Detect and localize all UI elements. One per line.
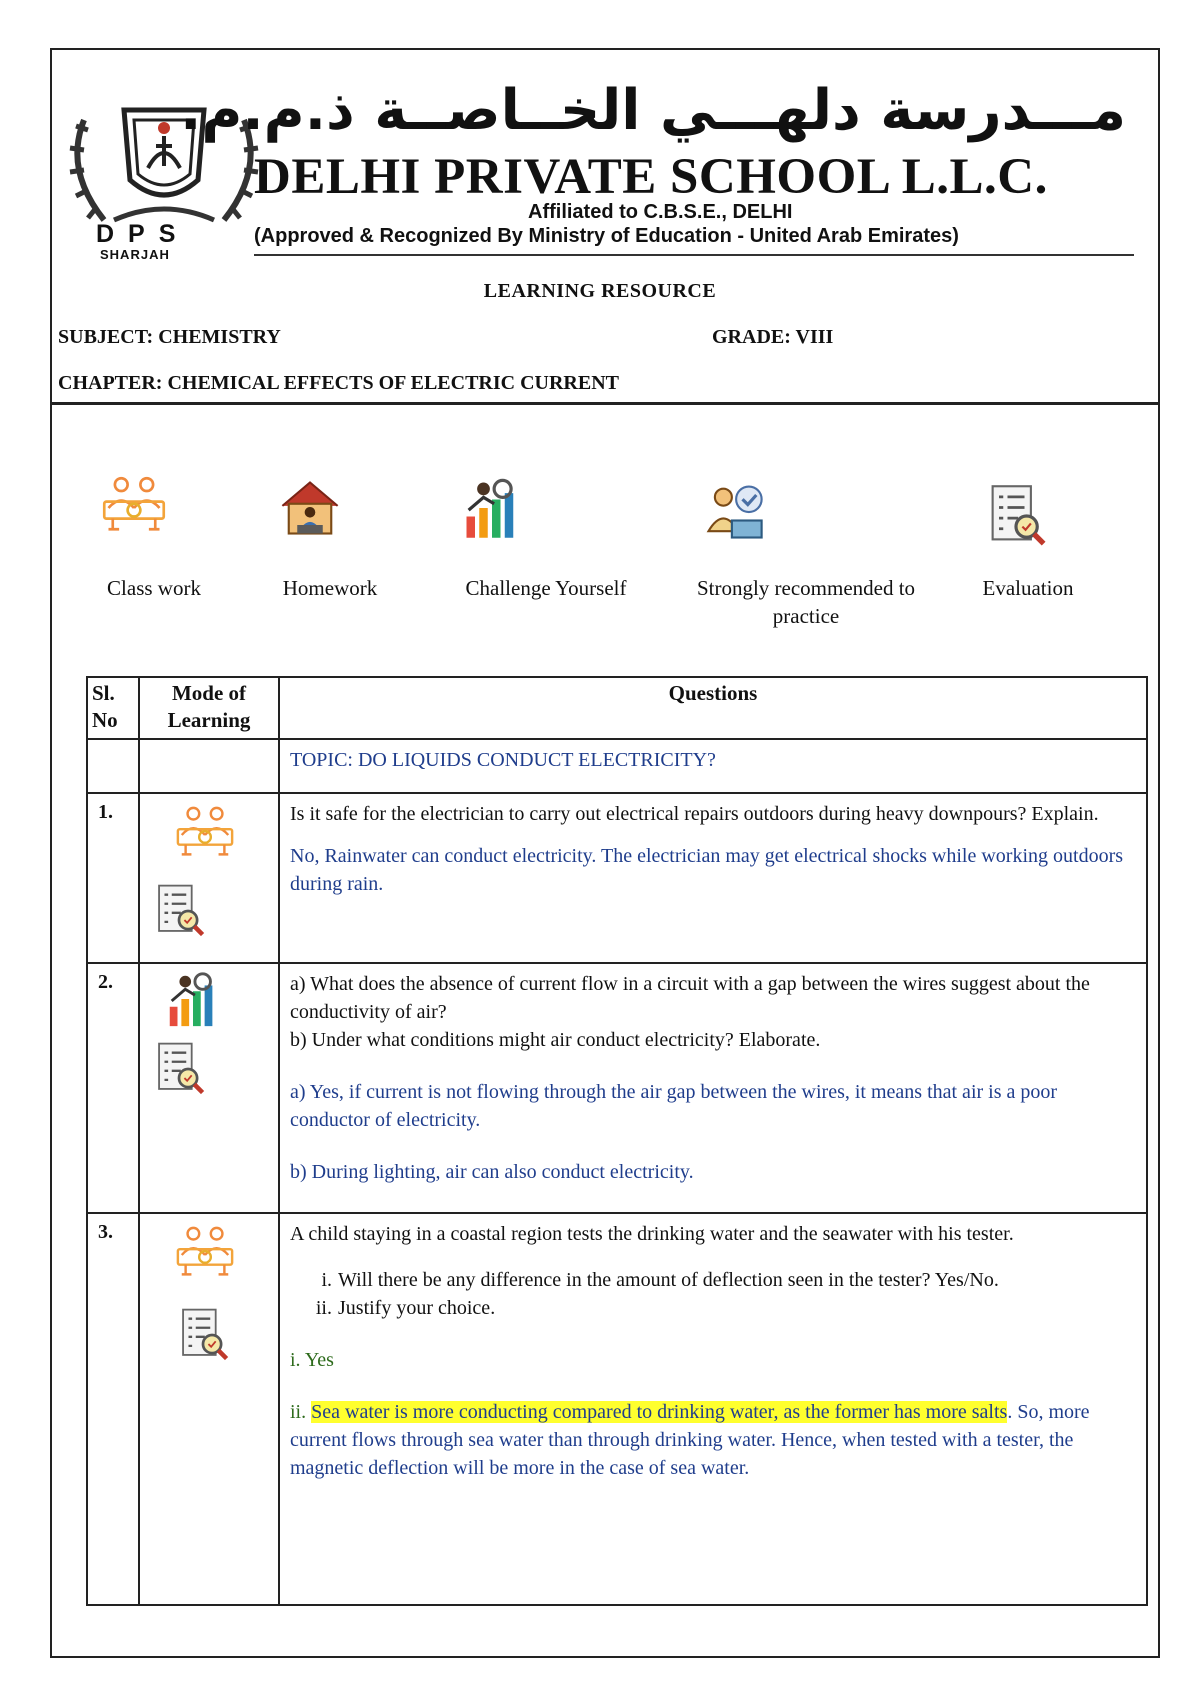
questions-table xyxy=(86,676,1148,1606)
sub-question-list xyxy=(290,1266,1136,1322)
question-cell xyxy=(279,1213,1147,1605)
list-item xyxy=(290,1294,1136,1322)
grade: GRADE: VIII xyxy=(712,326,834,348)
table-row xyxy=(87,963,1147,1213)
logo-caption-sharjah: SHARJAH xyxy=(100,247,170,262)
answer-ii-highlight: Sea water is more conducting compared to drinking water, as the former has more salts xyxy=(311,1401,1008,1423)
answer-ii-prefix: ii. xyxy=(290,1401,307,1423)
challenge-icon xyxy=(458,474,526,542)
row-number: 3. xyxy=(87,1213,139,1605)
answer-text-ii xyxy=(290,1398,1136,1482)
subject: SUBJECT: CHEMISTRY xyxy=(58,326,281,348)
chapter-rule xyxy=(52,402,1158,405)
school-name: DELHI PRIVATE SCHOOL L.L.C. xyxy=(254,149,1048,205)
topic-empty-no xyxy=(87,739,139,793)
list-item-text: Justify your choice. xyxy=(338,1297,496,1319)
list-item-text: Will there be any difference in the amount of deflection seen in the tester? Yes/No. xyxy=(338,1269,999,1291)
mode-icons xyxy=(139,963,279,1213)
question-text: A child staying in a coastal region tests the drinking water and the seawater with his tester. xyxy=(290,1223,1014,1245)
evaluation-icon xyxy=(150,882,208,940)
legend-label-recommended: Strongly recommended to practice xyxy=(696,576,916,628)
list-item xyxy=(290,1266,1136,1294)
topic-empty-mode xyxy=(139,739,279,793)
question-text-a: a) What does the absence of current flow in a circuit with a gap between the wires suggest about the conductivity of air? xyxy=(290,973,1090,1023)
row-number: 2. xyxy=(87,963,139,1213)
answer-text: No, Rainwater can conduct electricity. The electrician may get electrical shocks while working outdoors during rain. xyxy=(290,845,1124,895)
topic-row xyxy=(87,739,1147,793)
legend-label-classwork: Class work xyxy=(107,576,201,600)
legend-label-challenge: Challenge Yourself xyxy=(465,576,627,600)
answer-text-b: b) During lighting, air can also conduct electricity. xyxy=(290,1161,694,1183)
classwork-icon xyxy=(172,804,238,866)
evaluation-icon xyxy=(174,1306,232,1364)
school-header xyxy=(56,70,1146,260)
recommended-icon xyxy=(700,478,768,546)
table-row xyxy=(87,793,1147,963)
question-text-b: b) Under what conditions might air conduct electricity? Elaborate. xyxy=(290,1029,821,1051)
challenge-icon xyxy=(160,968,226,1030)
question-cell xyxy=(279,963,1147,1213)
homework-icon xyxy=(276,474,344,542)
classwork-icon xyxy=(172,1224,238,1286)
classwork-icon xyxy=(100,474,168,542)
list-item-number: ii. xyxy=(315,1297,332,1319)
row-number: 1. xyxy=(87,793,139,963)
chapter: CHAPTER: CHEMICAL EFFECTS OF ELECTRIC CURRENT xyxy=(58,372,619,394)
legend-label-homework: Homework xyxy=(282,576,378,600)
logo-caption-dps: DPS xyxy=(96,220,190,248)
affiliation: Affiliated to C.B.S.E., DELHI xyxy=(528,201,793,223)
evaluation-icon xyxy=(150,1040,208,1098)
header-mode: Mode of Learning xyxy=(139,677,279,739)
header-sl-no: Sl. No xyxy=(87,677,139,739)
table-row xyxy=(87,1213,1147,1605)
answer-text-a: a) Yes, if current is not flowing through the air gap between the wires, it means that air is a poor conductor of electricity. xyxy=(290,1081,1058,1131)
list-item-number: i. xyxy=(321,1269,332,1291)
approval: (Approved & Recognized By Ministry of Education - United Arab Emirates) xyxy=(254,225,959,247)
header-rule xyxy=(254,254,1134,256)
header-questions: Questions xyxy=(279,677,1147,739)
answer-ii-rest: . So, more current flows through sea water than through drinking water. Hence, when tested with a tester, the magnetic deflection will be more in the case of sea water. xyxy=(290,1401,1090,1479)
mode-icons xyxy=(139,1213,279,1605)
table-header-row xyxy=(87,677,1147,739)
answer-text-i: i. Yes xyxy=(290,1349,334,1371)
mode-icons xyxy=(139,793,279,963)
topic-title: TOPIC: DO LIQUIDS CONDUCT ELECTRICITY? xyxy=(279,739,1147,793)
legend-label-evaluation: Evaluation xyxy=(982,576,1074,600)
doc-title: LEARNING RESOURCE xyxy=(483,280,717,302)
arabic-school-name: مـــدرسة دلهـــي الخــاصــة ذ.م.م. xyxy=(180,78,1126,143)
evaluation-icon xyxy=(982,482,1050,550)
question-cell xyxy=(279,793,1147,963)
question-text: Is it safe for the electrician to carry out electrical repairs outdoors during heavy downpours? Explain. xyxy=(290,803,1099,825)
